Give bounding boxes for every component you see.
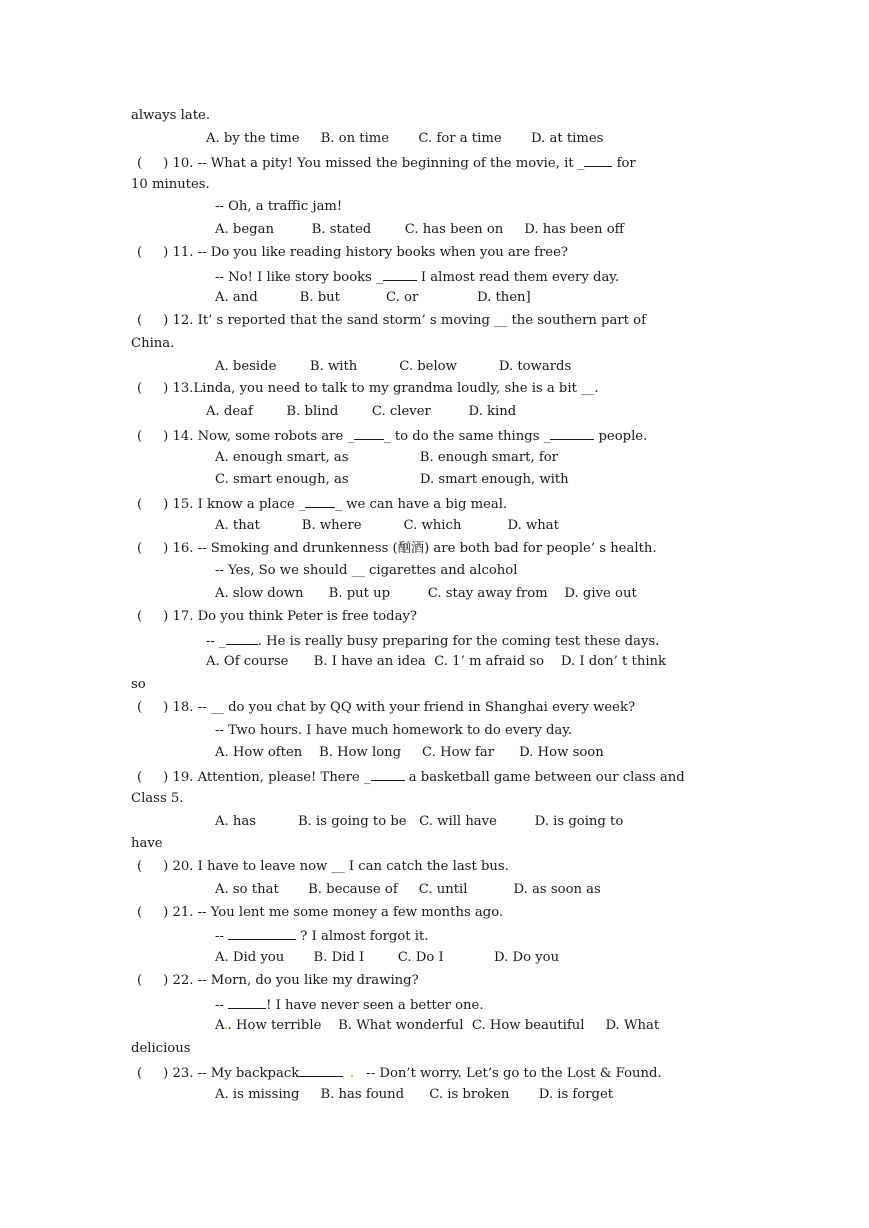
question-16: ( ) 16. -- Smoking and drunkenness (酗酒) are both bad for people’ s health.	[137, 541, 657, 556]
options-14-cd: C. smart enough, as D. smart enough, with	[215, 472, 569, 487]
question-19	[137, 768, 685, 786]
q14-text: ( ) 14. Now, some robots are _	[137, 429, 355, 444]
options-13: A. deaf B. blind C. clever D. kind	[206, 404, 517, 419]
q17-reply	[206, 632, 659, 650]
options-12: A. beside B. with C. below D. towards	[215, 359, 572, 374]
options-22-letter: A	[215, 1018, 225, 1033]
q14-text-mid: _ to do the same things _	[384, 429, 551, 444]
q18-reply: -- Two hours. I have much homework to do every day.	[215, 723, 573, 738]
q16-reply: -- Yes, So we should __ cigarettes and alcohol	[215, 563, 518, 578]
question-18: ( ) 18. -- __ do you chat by QQ with your friend in Shanghai every week?	[137, 700, 636, 715]
q17-reply-text: -- _	[206, 634, 226, 649]
q11-reply-text: -- No! I like story books _	[215, 270, 383, 285]
question-12: ( ) 12. It’ s reported that the sand storm’ s moving __ the southern part of	[137, 313, 646, 328]
q17-blank	[226, 632, 258, 645]
question-20: ( ) 20. I have to leave now __ I can catch the last bus.	[137, 859, 509, 874]
options-15: A. that B. where C. which D. what	[215, 518, 559, 533]
q15-text: ( ) 15. I know a place _	[137, 497, 306, 512]
question-13: ( ) 13.Linda, you need to talk to my grandma loudly, she is a bit __.	[137, 381, 599, 396]
q21-reply-text: --	[215, 929, 229, 944]
q10-text: ( ) 10. -- What a pity! You missed the beginning of the movie, it _	[137, 156, 585, 171]
q17-reply-end: . He is really busy preparing for the coming test these days.	[257, 634, 660, 649]
q21-blank	[228, 927, 296, 940]
q10-continued: 10 minutes.	[131, 177, 210, 192]
question-11: ( ) 11. -- Do you like reading history books when you are free?	[137, 245, 568, 260]
q15-blank	[305, 495, 335, 508]
q12-continued: China.	[131, 336, 175, 351]
options-23: A. is missing B. has found C. is broken D. is forget	[215, 1087, 614, 1102]
q10-reply: -- Oh, a traffic jam!	[215, 199, 343, 214]
question-22: ( ) 22. -- Morn, do you like my drawing?	[137, 973, 419, 988]
q14-blank-1	[354, 427, 384, 440]
q10-blank	[584, 154, 612, 167]
q22-reply	[215, 996, 484, 1014]
options-22	[215, 1018, 659, 1035]
q19-continued: Class 5.	[131, 791, 184, 806]
options-21: A. Did you B. Did I C. Do I D. Do you	[215, 950, 560, 965]
q23-backpack: backpack	[235, 1066, 300, 1081]
question-10	[137, 154, 636, 172]
question-15	[137, 495, 507, 513]
options-19-continued: have	[131, 836, 163, 851]
options-18: A. How often B. How long C. How far D. How soon	[215, 745, 604, 760]
question-23: ( ) 23. -- My backpack . -- Don’t worry. Let’s go to the Lost & Found.	[137, 1066, 662, 1081]
q19-blank	[371, 768, 405, 781]
q23-blank	[299, 1064, 343, 1077]
q14-text-end: people.	[594, 429, 648, 444]
q22-reply-end: ! I have never seen a better one.	[266, 998, 484, 1013]
q23-reply: -- Don’t worry. Let’s go to the Lost & Found.	[353, 1066, 662, 1081]
q14-blank-2	[550, 427, 594, 440]
q15-text-end: _ we can have a big meal.	[335, 497, 508, 512]
q19-text: ( ) 19. Attention, please! There _	[137, 770, 371, 785]
q21-reply	[215, 927, 428, 945]
question-14	[137, 427, 647, 445]
q11-blank	[383, 268, 417, 281]
q19-text-end: a basketball game between our class and	[404, 770, 685, 785]
options-10: A. began B. stated C. has been on D. has been off	[215, 222, 625, 237]
options-19: A. has B. is going to be C. will have D. is going to	[215, 814, 624, 829]
q21-reply-end: ? I almost forgot it.	[296, 929, 429, 944]
q11-reply	[215, 268, 619, 286]
q11-reply-end: I almost read them every day.	[416, 270, 620, 285]
q22-blank	[228, 996, 266, 1009]
options-11: A. and B. but C. or D. then]	[215, 290, 531, 305]
q22-reply-text: --	[215, 998, 229, 1013]
q23-text: ( ) 23. -- My	[137, 1066, 236, 1081]
line-always-late: always late.	[131, 108, 211, 123]
mark-dot: .	[224, 1022, 228, 1032]
options-20: A. so that B. because of C. until D. as soon as	[215, 882, 601, 897]
q10-text-end: for	[612, 156, 636, 171]
question-21: ( ) 21. -- You lent me some money a few months ago.	[137, 905, 504, 920]
options-14-ab: A. enough smart, as B. enough smart, for	[215, 450, 558, 465]
options-17: A. Of course B. I have an idea C. 1’ m afraid so D. I don’ t think	[206, 654, 667, 669]
q17-continued: so	[131, 677, 146, 692]
question-17: ( ) 17. Do you think Peter is free today?	[137, 609, 417, 624]
options-22-text: . How terrible B. What wonderful C. How beautiful D. What	[227, 1018, 660, 1033]
options-9: A. by the time B. on time C. for a time D. at times	[206, 131, 604, 146]
options-22-continued: delicious	[131, 1041, 191, 1056]
options-16: A. slow down B. put up C. stay away from D. give out	[215, 586, 637, 601]
